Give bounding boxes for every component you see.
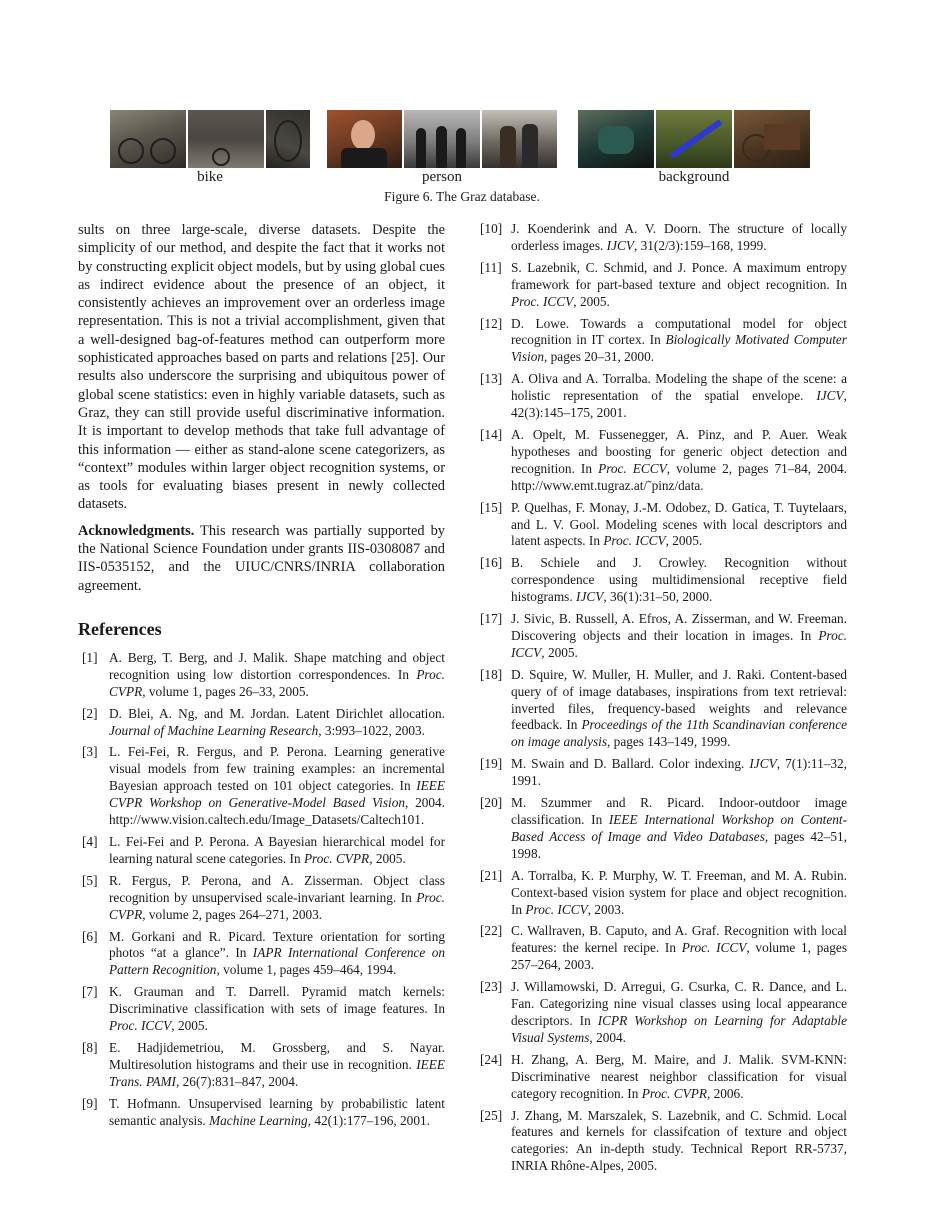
reference-details: , 2004. http://www.vision.caltech.edu/Image_Datasets/Caltech101.	[109, 795, 446, 828]
reference-item	[78, 1040, 445, 1091]
reference-venue: Proc. ECCV	[598, 460, 667, 476]
reference-text	[511, 756, 847, 790]
reference-number: [5]	[82, 872, 98, 888]
reference-venue: Proceedings of the 11th Scandinavian conference on image analysis	[511, 717, 847, 750]
reference-item	[480, 979, 847, 1047]
reference-item	[480, 427, 847, 495]
reference-text	[511, 667, 847, 752]
reference-item	[480, 923, 847, 974]
reference-number: [2]	[82, 705, 98, 721]
reference-text	[109, 1040, 445, 1091]
reference-text	[511, 371, 847, 422]
acknowledgments-paragraph	[78, 522, 445, 595]
reference-details: , 7(1):11–32, 1991.	[511, 756, 847, 789]
reference-venue: Journal of Machine Learning Research	[109, 722, 319, 738]
reference-authors-title: S. Lazebnik, C. Schmid, and J. Ponce. A maximum entropy framework for part-based texture and object recognition. In	[511, 259, 847, 292]
reference-authors-title: D. Squire, W. Muller, H. Muller, and J. Raki. Content-based query of of image databases, inspirations from text retrieval: inverted files, frequency-based weights and relevance feedback. In	[511, 666, 847, 733]
reference-number: [1]	[82, 649, 98, 665]
reference-number: [23]	[480, 979, 503, 995]
reference-details: , 36(1):31–50, 2000.	[603, 589, 713, 605]
reference-details: , volume 2, pages 71–84, 2004. http://www.emt.tugraz.at/˜pinz/data.	[511, 460, 848, 493]
reference-number: [11]	[480, 259, 502, 275]
reference-authors-title: L. Fei-Fei, R. Fergus, and P. Perona. Learning generative visual models from few training examples: an incremental Bayesian approach tested on 101 object categories. In	[109, 744, 445, 794]
reference-details: , 2005.	[665, 533, 703, 549]
reference-venue: Proc. ICCV	[109, 1018, 172, 1034]
reference-number: [12]	[480, 315, 503, 331]
background-photo-1	[578, 110, 654, 168]
reference-text	[511, 221, 847, 255]
reference-item	[78, 650, 445, 701]
reference-number: [25]	[480, 1107, 503, 1123]
reference-authors-title: J. Zhang, M. Marszalek, S. Lazebnik, and C. Schmid. Local features and kernels for classifcation of texture and object categories: An in-depth study. Technical Report RR-5737, INRIA Rhône-Alpes, 2005.	[511, 1107, 847, 1174]
reference-number: [18]	[480, 666, 503, 682]
reference-authors-title: R. Fergus, P. Perona, and A. Zisserman. Object class recognition by unsupervised scale-invariant learning. In	[109, 872, 445, 905]
reference-venue: Proc. CVPR	[109, 666, 445, 699]
reference-details: , 26(7):831–847, 2004.	[176, 1073, 299, 1089]
reference-number: [17]	[480, 611, 503, 627]
reference-text	[511, 795, 847, 863]
acknowledgments-heading: Acknowledgments.	[78, 522, 195, 539]
reference-item	[480, 221, 847, 255]
reference-text	[109, 929, 445, 980]
right-column	[480, 221, 847, 1180]
reference-venue: Proc. CVPR	[109, 889, 445, 922]
reference-item	[480, 1052, 847, 1103]
reference-venue: IJCV	[749, 756, 777, 772]
reference-text	[511, 868, 847, 919]
reference-item	[480, 260, 847, 311]
figure-graz-database	[0, 110, 950, 204]
reference-item	[78, 706, 445, 740]
reference-details: , 2004.	[589, 1029, 626, 1045]
reference-number: [22]	[480, 923, 503, 939]
reference-item	[78, 873, 445, 924]
figure-group-bike	[110, 110, 310, 186]
reference-authors-title: A. Torralba, K. P. Murphy, W. T. Freeman, and M. A. Rubin. Context-based vision system for place and object recognition. In	[511, 867, 847, 917]
reference-text	[109, 650, 445, 701]
reference-details: , pages 42–51, 1998.	[511, 828, 847, 861]
person-photo-3	[482, 110, 557, 168]
reference-text	[511, 1052, 847, 1103]
group-label-bike: bike	[197, 169, 223, 185]
reference-item	[480, 500, 847, 551]
reference-list-right	[480, 221, 847, 1175]
figure-caption: Figure 6. The Graz database.	[384, 189, 540, 204]
background-photo-3	[734, 110, 810, 168]
reference-text	[511, 611, 847, 662]
reference-venue: Machine Learning	[209, 1112, 308, 1128]
reference-list-left	[78, 650, 445, 1130]
reference-number: [19]	[480, 756, 503, 772]
reference-authors-title: M. Gorkani and R. Picard. Texture orientation for sorting photos “at a glance”. In	[109, 928, 445, 961]
reference-authors-title: L. Fei-Fei and P. Perona. A Bayesian hierarchical model for learning natural scene categories. In	[109, 834, 445, 866]
reference-text	[511, 923, 847, 974]
reference-number: [16]	[480, 555, 503, 571]
reference-authors-title: K. Grauman and T. Darrell. Pyramid match kernels: Discriminative classification with sets of image features. In	[109, 984, 445, 1017]
background-photo-2	[656, 110, 732, 168]
reference-item	[78, 834, 445, 868]
person-photo-2	[404, 110, 480, 168]
reference-text	[511, 316, 847, 367]
reference-text	[109, 834, 445, 868]
reference-venue: Proc. CVPR	[641, 1085, 707, 1101]
reference-details: , 3:993–1022, 2003.	[318, 722, 426, 738]
reference-text	[109, 706, 445, 740]
reference-venue: IAPR International Conference on Pattern Recognition	[109, 945, 445, 978]
reference-item	[480, 371, 847, 422]
reference-details: , 42(1):177–196, 2001.	[307, 1112, 430, 1128]
reference-details: , 2005.	[541, 644, 578, 660]
reference-number: [3]	[82, 744, 98, 760]
reference-authors-title: D. Lowe. Towards a computational model for object recognition in IT cortex. In	[511, 315, 847, 348]
reference-number: [24]	[480, 1051, 503, 1067]
reference-authors-title: J. Sivic, B. Russell, A. Efros, A. Zisserman, and W. Freeman. Discovering objects and their location in images. In	[511, 611, 847, 643]
reference-item	[480, 1108, 847, 1176]
reference-authors-title: D. Blei, A. Ng, and M. Jordan. Latent Dirichlet allocation.	[109, 705, 445, 721]
reference-number: [4]	[82, 834, 98, 849]
left-column	[78, 221, 445, 1135]
reference-details: , 2005.	[369, 850, 406, 866]
bike-photo-1	[110, 110, 186, 168]
reference-item	[480, 316, 847, 367]
reference-details: , pages 143–149, 1999.	[607, 734, 731, 750]
reference-text	[109, 1096, 445, 1130]
group-label-person: person	[422, 169, 462, 185]
reference-details: , volume 1, pages 257–264, 2003.	[511, 940, 847, 973]
reference-venue: IEEE International Workshop on Content-Based Access of Image and Video Databases	[511, 812, 848, 844]
reference-venue: IEEE CVPR Workshop on Generative-Model Based Vision	[109, 778, 445, 811]
reference-item	[480, 611, 847, 662]
reference-number: [9]	[82, 1095, 98, 1111]
reference-number: [15]	[480, 499, 503, 515]
reference-details: , volume 1, pages 26–33, 2005.	[142, 683, 309, 699]
reference-number: [7]	[82, 984, 98, 1000]
reference-venue: Proc. ICCV	[511, 627, 847, 660]
reference-text	[109, 873, 445, 924]
reference-details: , 2003.	[587, 901, 625, 917]
bike-photo-2	[188, 110, 264, 168]
reference-authors-title: A. Berg, T. Berg, and J. Malik. Shape matching and object recognition using low distortion correspondences. In	[109, 649, 445, 682]
reference-venue: Proc. ICCV	[681, 940, 747, 956]
reference-number: [10]	[480, 221, 503, 236]
reference-venue: IJCV	[816, 388, 844, 404]
reference-authors-title: M. Swain and D. Ballard. Color indexing.	[511, 756, 750, 772]
reference-number: [21]	[480, 867, 503, 883]
figure-group-background	[578, 110, 810, 186]
reference-authors-title: M. Szummer and R. Picard. Indoor-outdoor image classification. In	[511, 795, 847, 827]
figure-group-person	[327, 110, 557, 186]
reference-text	[109, 744, 445, 829]
reference-details: , volume 1, pages 459–464, 1994.	[216, 962, 397, 978]
reference-authors-title: E. Hadjidemetriou, M. Grossberg, and S. Nayar. Multiresolution histograms and their use in recognition.	[109, 1039, 445, 1072]
reference-venue: ICPR Workshop on Learning for Adaptable Visual Systems	[511, 1012, 847, 1045]
reference-authors-title: A. Oliva and A. Torralba. Modeling the shape of the scene: a holistic representation of the spatial envelope.	[511, 371, 847, 404]
reference-number: [8]	[82, 1039, 98, 1055]
reference-venue: Proc. ICCV	[525, 901, 588, 917]
reference-authors-title: P. Quelhas, F. Monay, J.-M. Odobez, D. Gatica, T. Tuytelaars, and L. V. Gool. Modeling scenes with local descriptors and latent aspects. In	[511, 499, 847, 549]
reference-item	[480, 756, 847, 790]
reference-number: [20]	[480, 795, 503, 811]
acknowledgments-text: This research was partially supported by the National Science Foundation under grants IIS-0308087 and IIS-0535152, and the UIUC/CNRS/INRIA collaboration agreement.	[78, 522, 445, 594]
reference-venue: Proc. ICCV	[603, 533, 666, 549]
reference-text	[511, 500, 847, 551]
reference-text	[511, 1108, 847, 1176]
reference-item	[78, 744, 445, 829]
reference-authors-title: H. Zhang, A. Berg, M. Maire, and J. Malik. SVM-KNN: Discriminative nearest neighbor classification for visual category recognition. In	[511, 1051, 847, 1101]
reference-venue: IJCV	[576, 589, 604, 605]
reference-venue: IEEE Trans. PAMI	[109, 1056, 445, 1089]
group-label-background: background	[658, 169, 730, 185]
reference-authors-title: J. Willamowski, D. Arregui, G. Csurka, C. R. Dance, and L. Fan. Categorizing nine visual classes using local appearance descriptors. In	[511, 979, 847, 1028]
reference-number: [6]	[82, 928, 98, 944]
reference-details: , 2006.	[706, 1085, 744, 1101]
reference-item	[480, 555, 847, 606]
reference-venue: Biologically Motivated Computer Vision	[511, 332, 847, 365]
reference-details: , 31(2/3):159–168, 1999.	[633, 237, 767, 253]
reference-details: , 42(3):145–175, 2001.	[511, 388, 847, 421]
reference-number: [13]	[480, 371, 503, 387]
reference-venue: IJCV	[606, 237, 634, 253]
reference-item	[78, 929, 445, 980]
reference-details: , 2005.	[573, 293, 610, 309]
reference-details: , volume 2, pages 264–271, 2003.	[142, 906, 323, 922]
person-photo-1	[327, 110, 402, 168]
reference-venue: Proc. CVPR	[303, 850, 370, 866]
reference-text	[109, 984, 445, 1035]
bike-photo-3	[266, 110, 310, 168]
references-heading: References	[78, 618, 162, 639]
reference-details: , pages 20–31, 2000.	[544, 349, 655, 365]
reference-authors-title: B. Schiele and J. Crowley. Recognition without correspondence using multidimensional receptive field histograms.	[511, 555, 847, 605]
reference-item	[78, 1096, 445, 1130]
conclusion-paragraph: sults on three large-scale, diverse datasets. Despite the simplicity of our method, and despite the fact that it works not by constructing explicit object models, but by using global cues as indirect evidence about the presence of an object, it consistently achieves an improvement over an orderless image representation. This is not a trivial accomplishment, given that a well-designed bag-of-features method can outperform more sophisticated approaches based on parts and relations [25]. Our results also underscore the surprising and ubiquitous power of global scene statistics: even in highly variable datasets, such as Graz, they can still provide useful discriminative information. It is important to develop methods that take full advantage of this information — either as stand-alone scene categorizers, as “context” modules within larger object recognition systems, or as tools for evaluating biases present in newly collected datasets.	[78, 222, 445, 513]
reference-item	[480, 667, 847, 752]
reference-authors-title: J. Koenderink and A. V. Doorn. The structure of locally orderless images.	[511, 221, 847, 253]
reference-item	[78, 984, 445, 1035]
reference-item	[480, 868, 847, 919]
reference-details: , 2005.	[171, 1018, 208, 1034]
reference-authors-title: C. Wallraven, B. Caputo, and A. Graf. Recognition with local features: the kernel recipe. In	[511, 923, 847, 956]
reference-text	[511, 427, 847, 495]
reference-authors-title: A. Opelt, M. Fussenegger, A. Pinz, and P. Auer. Weak hypotheses and boosting for generic object detection and recognition. In	[511, 426, 847, 476]
reference-number: [14]	[480, 426, 503, 442]
reference-venue: Proc. ICCV	[511, 293, 574, 309]
reference-text	[511, 555, 847, 606]
reference-text	[511, 979, 847, 1047]
reference-text	[511, 260, 847, 311]
reference-item	[480, 795, 847, 863]
reference-authors-title: T. Hofmann. Unsupervised learning by probabilistic latent semantic analysis.	[109, 1095, 445, 1128]
